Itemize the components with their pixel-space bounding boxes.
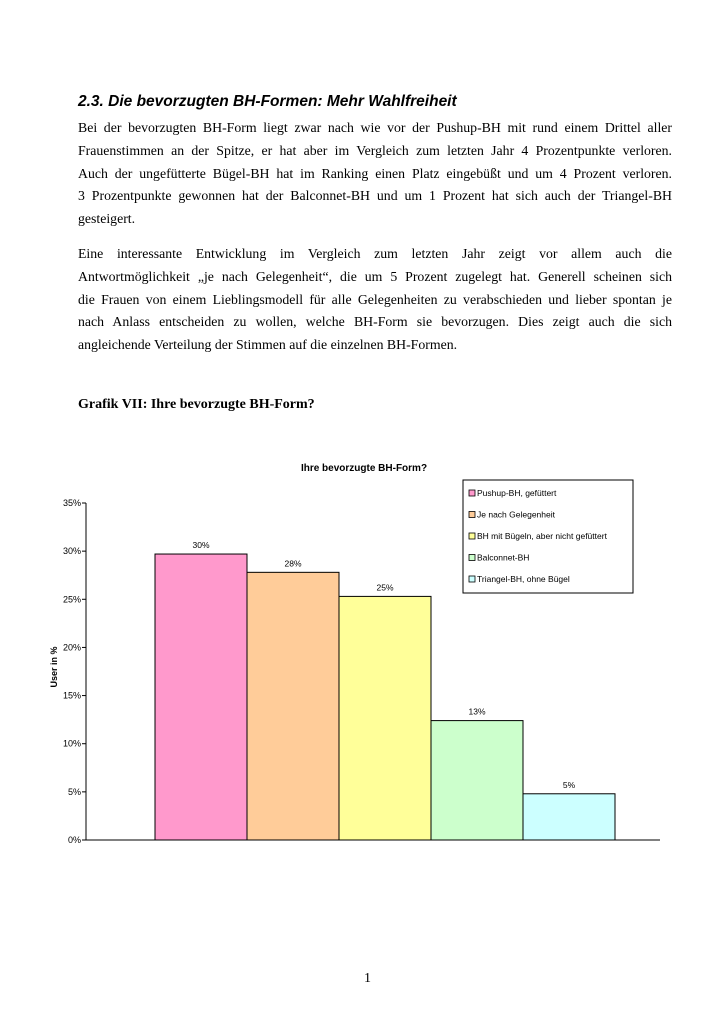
grafik-title: Grafik VII: Ihre bevorzugte BH-Form? — [78, 397, 315, 412]
paragraph-line: 3 Prozentpunkte gewonnen hat der Balconnet-BH und um 1 Prozent hat sich auch der Triangel-BH — [78, 188, 672, 204]
y-tick-label: 35% — [62, 498, 81, 508]
legend-swatch — [469, 512, 475, 518]
y-tick-label: 20% — [62, 642, 81, 653]
paragraph-line: Frauenstimmen an der Spitze, er hat aber im Vergleich zum letzten Jahr 4 Prozentpunkte verloren. — [78, 142, 672, 158]
paragraph-line: gesteigert. — [78, 211, 136, 227]
section-heading: 2.3. Die bevorzugten BH-Formen: Mehr Wahlfreiheit — [78, 93, 457, 110]
y-tick-label: 0% — [67, 835, 81, 845]
bar — [431, 721, 523, 840]
legend-swatch — [469, 555, 475, 561]
legend-swatch — [469, 490, 475, 496]
bar — [339, 596, 431, 840]
legend-entry: Je nach Gelegenheit — [477, 509, 555, 520]
legend-swatch — [469, 533, 475, 539]
bar-value-label: 30% — [192, 540, 210, 551]
y-tick-label: 5% — [67, 786, 81, 797]
bar-value-label: 25% — [376, 582, 394, 593]
paragraph-line: angleichende Verteilung der Stimmen auf die einzelnen BH-Formen. — [78, 337, 458, 353]
paragraph-line: Bei der bevorzugten BH-Form liegt zwar nach wie vor der Pushup-BH mit rund einem Drittel aller — [78, 120, 672, 135]
chart-bars — [155, 554, 615, 840]
paragraph-line: nach Anlass entscheiden zu wollen, welche BH-Form sie bevorzugen. Dies zeigt auch die sich — [78, 314, 672, 330]
y-tick-label: 25% — [62, 594, 81, 605]
chart-legend — [463, 480, 633, 593]
chart-title: Ihre bevorzugte BH-Form? — [300, 463, 428, 474]
paragraph-line: Antwortmöglichkeit „je nach Gelegenheit“, die um 5 Prozent zugelegt hat. Generell scheinen sich — [78, 268, 672, 284]
legend-swatch — [469, 576, 475, 582]
bar — [523, 794, 615, 840]
legend-entry: Balconnet-BH — [477, 552, 530, 563]
page-number: 1 — [364, 971, 371, 986]
bar-value-label: 5% — [562, 779, 576, 790]
y-tick-label: 15% — [62, 690, 81, 701]
bar — [155, 554, 247, 840]
legend-entry: BH mit Bügeln, aber nicht gefüttert — [477, 531, 607, 541]
paragraph-line: Eine interessante Entwicklung im Vergleich zum letzten Jahr zeigt vor allem auch die — [78, 246, 672, 261]
y-tick-label: 10% — [62, 738, 81, 749]
chart-y-axis-label: User in % — [49, 646, 59, 688]
paragraph-line: Auch der ungefütterte Bügel-BH hat im Ranking einen Platz eingebüßt und um 4 Prozent verloren. — [78, 165, 672, 181]
bar — [247, 572, 339, 840]
paragraph-line: die Frauen von einem Lieblingsmodell für alle Gelegenheiten zu verabschieden und lieber spontan je — [78, 291, 672, 307]
bar-value-label: 28% — [284, 558, 302, 569]
legend-entry: Triangel-BH, ohne Bügel — [477, 574, 570, 584]
y-tick-label: 30% — [62, 546, 81, 557]
bar-value-label: 13% — [468, 706, 486, 717]
legend-entry: Pushup-BH, gefüttert — [477, 488, 557, 498]
